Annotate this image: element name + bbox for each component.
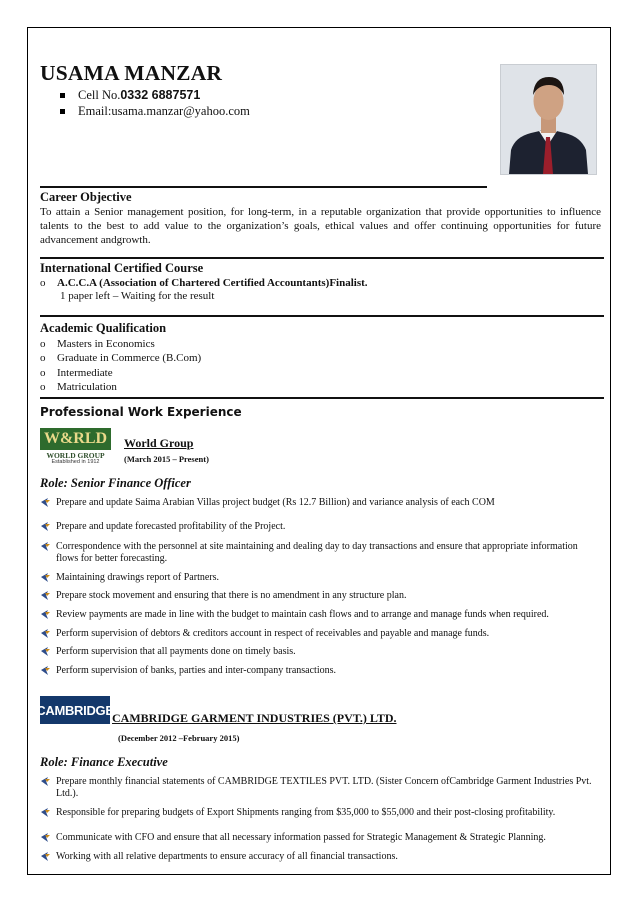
duty-text: Communicate with CFO and ensure that all necessary information passed for Strategic Management & Strategic Planning. (56, 832, 546, 843)
arrow-bullet-icon (40, 832, 51, 843)
certified-course-title: International Certified Course (40, 261, 204, 275)
job-period: (March 2015 – Present) (124, 454, 209, 464)
certified-course-item (40, 277, 368, 289)
duty-text: Perform supervision of banks, parties and inter-company transactions. (56, 665, 337, 676)
cell-line (60, 88, 200, 103)
duty-text: Maintaining drawings report of Partners. (56, 572, 220, 583)
academic-title: Academic Qualification (40, 321, 167, 335)
portrait-icon (501, 65, 596, 174)
arrow-bullet-icon (40, 521, 51, 532)
academic-item (40, 352, 201, 364)
arrow-bullet-icon (40, 497, 51, 508)
duty-text: Perform supervision of debtors & creditors account in respect of receivables and payable and manage funds. (56, 628, 490, 639)
circle-bullet: o (40, 381, 46, 393)
divider (40, 186, 487, 188)
acca-note: 1 paper left – Waiting for the result (60, 290, 215, 302)
experience-title: Professional Work Experience (40, 405, 242, 419)
company-name: CAMBRIDGE GARMENT INDUSTRIES (PVT.) LTD. (112, 711, 397, 725)
divider (40, 397, 604, 399)
arrow-bullet-icon (40, 665, 51, 676)
square-bullet-icon (60, 93, 65, 98)
arrow-bullet-icon (40, 807, 51, 818)
company-name: World Group (124, 436, 194, 450)
academic-item-label: Intermediate (57, 367, 113, 379)
career-objective-text: To attain a Senior management position, for long-term, in a reputable organization that provide opportunities to influence talents to the best to add value to the organization’s goals, ethical values and offer continuing opportunities for future advancement andgrowth. (40, 206, 601, 246)
divider (40, 257, 604, 259)
arrow-bullet-icon (40, 776, 51, 787)
arrow-bullet-icon (40, 851, 51, 862)
career-objective-title: Career Objective (40, 190, 132, 204)
circle-bullet: o (40, 338, 46, 350)
job-role: Role: Finance Executive (40, 755, 168, 769)
duty-text: Prepare and update forecasted profitability of the Project. (56, 521, 286, 532)
email-line (60, 104, 250, 119)
profile-photo (500, 64, 597, 175)
circle-bullet: o (40, 367, 46, 379)
academic-item (40, 367, 113, 379)
cambridge-logo: CAMBRIDGE (40, 696, 110, 724)
cell-number: 0332 6887571 (120, 88, 201, 102)
duty-text: Responsible for preparing budgets of Export Shipments ranging from $35,000 to $55,000 and their post-closing profitability. (56, 807, 556, 818)
duty-text: Review payments are made in line with the budget to maintain cash flows and to arrange and manage funds when required. (56, 609, 549, 620)
arrow-bullet-icon (40, 646, 51, 657)
acca-label: A.C.C.A (Association of Chartered Certified Accountants)Finalist. (57, 277, 368, 289)
academic-item (40, 338, 155, 350)
academic-item-label: Graduate in Commerce (B.Com) (57, 352, 202, 364)
duty-text: Working with all relative departments to ensure accuracy of all financial transactions. (56, 851, 398, 862)
divider (40, 315, 604, 317)
duty-text: Perform supervision that all payments done on timely basis. (56, 646, 296, 657)
arrow-bullet-icon (40, 572, 51, 583)
logo-est: Established in 1912 (51, 459, 100, 465)
job-period: (December 2012 –February 2015) (118, 733, 240, 743)
arrow-bullet-icon (40, 590, 51, 601)
arrow-bullet-icon (40, 628, 51, 639)
arrow-bullet-icon (40, 609, 51, 620)
academic-item-label: Matriculation (57, 381, 117, 393)
circle-bullet: o (40, 277, 46, 289)
duty-text: Prepare monthly financial statements of CAMBRIDGE TEXTILES PVT. LTD. (Sister Concern ofCambridge Garment Industries Pvt. Ltd.). (56, 776, 592, 799)
logo-sub: WORLD GROUP (46, 451, 105, 460)
cell-label: Cell No. (78, 88, 121, 102)
candidate-name: USAMA MANZAR (40, 61, 223, 85)
academic-item (40, 381, 117, 393)
circle-bullet: o (40, 352, 46, 364)
world-group-logo (40, 428, 111, 466)
arrow-bullet-icon (40, 541, 51, 552)
square-bullet-icon (60, 109, 65, 114)
email-text: Email:usama.manzar@yahoo.com (78, 104, 250, 118)
job-role: Role: Senior Finance Officer (40, 476, 191, 490)
duty-text: Prepare stock movement and ensuring that there is no amendment in any structure plan. (56, 590, 407, 601)
duty-text: Correspondence with the personnel at site maintaining and dealing day to day transactions and ensure that appropriate information flows for better forecasting. (56, 541, 578, 564)
academic-item-label: Masters in Economics (57, 338, 155, 350)
logo-main: W&RLD (40, 428, 111, 450)
duty-text: Prepare and update Saima Arabian Villas project budget (Rs 12.7 Billion) and variance analysis of each COM (56, 497, 495, 508)
